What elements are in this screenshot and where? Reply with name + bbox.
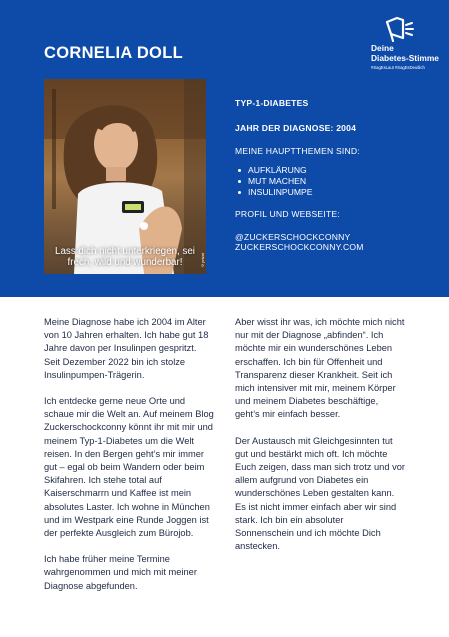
paragraph: Der Austausch mit Gleichgesinnten tut gut und bestärkt mich oft. Ich möchte Euch zeigen, dass man sich trotz und vor allem aufgrund von Diabetes ein wunderschönes Leben gestalten kann. Es ist nicht immer einfach aber wir sind stark. Ich bin ein absoluter Sonnenschein und ich möchte Dich anstecken. [235,435,406,552]
website-link[interactable]: ZUCKERSCHOCKCONNY.COM [235,242,364,252]
profile-info [235,98,435,252]
megaphone-logo-icon [381,16,415,42]
person-name: CORNELIA DOLL [44,44,183,62]
logo-hashtags: #SagEsLaut #SagEsDeutlich [371,65,425,70]
diagnosis-year: JAHR DER DIAGNOSE: 2004 [235,123,357,133]
profile-photo [44,79,206,274]
logo-text-line2: Diabetes-Stimme [371,53,439,63]
logo-text-line1: Deine [371,43,394,53]
paragraph: Ich habe früher meine Termine wahrgenommen und mich mit meiner Diagnose abgefunden. [44,554,197,591]
paragraph: Meine Diagnose habe ich 2004 im Alter von 10 Jahren erhalten. Ich habe gut 18 Jahre davon per Insulinpen gespritzt. Seit Dezember 2022 bin ich stolze Insulinpumpen-Trägerin. [44,317,209,380]
topics-label: MEINE HAUPTTHEMEN SIND: [235,146,360,156]
topics-list [235,165,435,198]
list-item: AUFKLÄRUNG [235,165,435,176]
diabetes-type: TYP-1-DIABETES [235,98,309,108]
paragraph: Ich entdecke gerne neue Orte und schaue mir die Welt an. Auf meinem Blog Zuckerschockconny könnt ihr mit mir und meinem Typ-1-Diabetes um die Welt reisen. In den Bergen geht’s mir immer gut – egal ob beim Wandern oder beim Skifahren. Ich stehe total auf Kaiserschmarrn und Kaffee ist mein absolutes Laster. Ich wohne in München und im Westpark eine Runde Joggen ist der perfekte Ausgleich zum Bürojob. [44,396,214,539]
photo-illustration [44,79,206,274]
body-column-left [44,316,214,606]
list-item: MUT MACHEN [235,176,435,187]
brand-logo [363,16,439,72]
social-handle[interactable]: @ZUCKERSCHOCKCONNY [235,232,351,242]
list-item: INSULINPUMPE [235,187,435,198]
photo-credit: ©privat [200,253,205,268]
photo-caption: Lass dich nicht unterkriegen, sei frech, wild und wunderbar! [55,246,195,268]
profile-label: PROFIL UND WEBSEITE: [235,209,340,219]
paragraph: Aber wisst ihr was, ich möchte mich nicht nur mit der Diagnose „abfinden“. Ich möchte mir ein wunderschönes Leben erschaffen. Ich bin für Offenheit und Transparenz dieser Krankheit. Seit ich mich intensiver mit mir, meinem Körper und meinem Diabetes beschäftige, geht’s mir einfach besser. [235,317,405,420]
body-column-right [235,316,405,566]
header-banner [0,0,449,297]
